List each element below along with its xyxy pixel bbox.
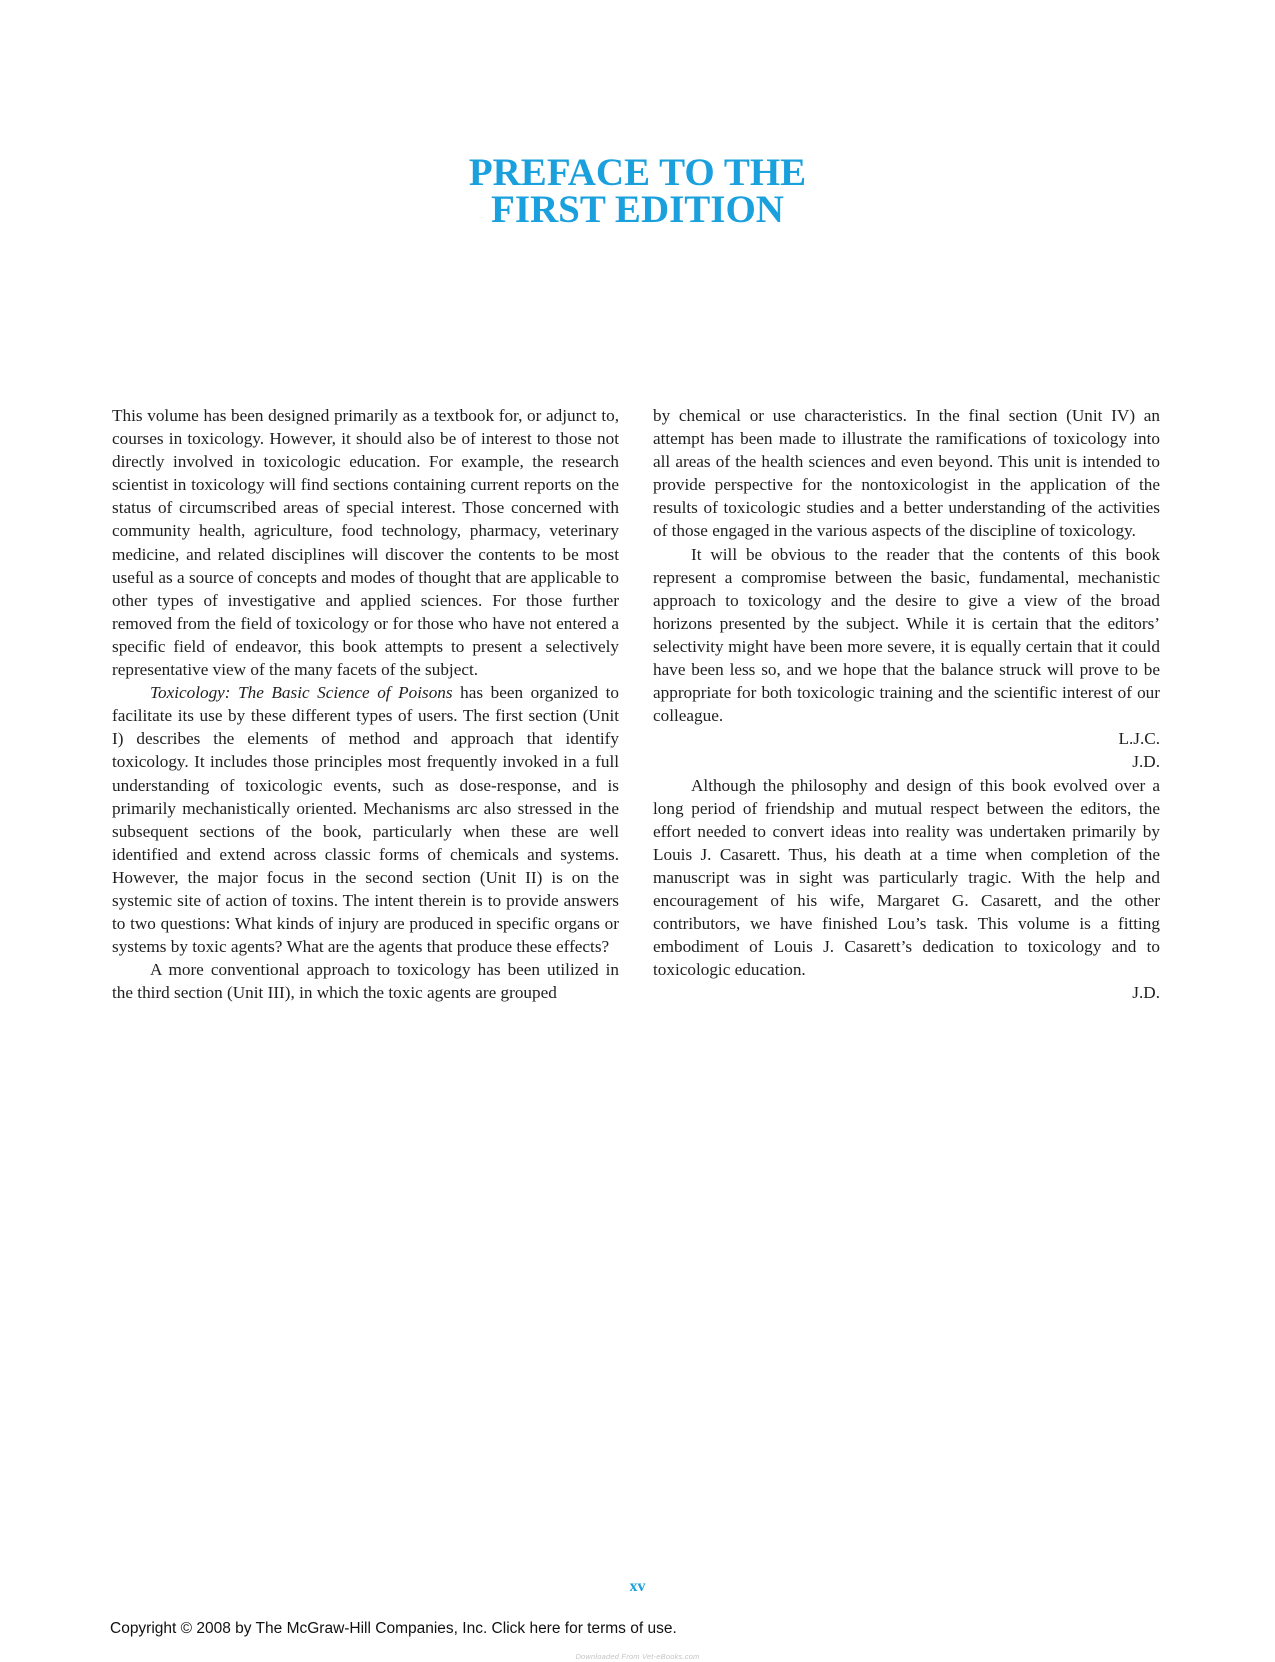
signature-initials: J.D. <box>1132 983 1160 1003</box>
copyright-link[interactable]: Copyright © 2008 by The McGraw-Hill Companies, Inc. Click here for terms of use. <box>110 1620 677 1637</box>
page-number: xv <box>629 1578 646 1595</box>
signature-initials: J.D. <box>1132 752 1160 772</box>
left-column <box>112 404 619 1004</box>
title-line-2: FIRST EDITION <box>491 188 784 231</box>
paragraph <box>112 681 619 958</box>
paragraph: It will be obvious to the reader that the contents of this book represent a compromise between the basic, fundamental, mechanistic approach to toxicology and the desire to give a view of the broad horizons presented by the subject. While it is certain that the editors’ selectivity might have been more severe, it is equally certain that it could have been less so, and we hope that the balance struck will prove to be appropriate for both toxicologic training and the scientific interest of our colleague. <box>653 544 1160 726</box>
paragraph: by chemical or use characteristics. In the final section (Unit IV) an attempt has been made to illustrate the ramifications of toxicology into all areas of the health sciences and even beyond. This unit is intended to provide perspective for the nontoxicologist in the application of the results of toxicologic studies and a better understanding of the activities of those engaged in the various aspects of the discipline of toxicology. <box>653 406 1160 541</box>
right-column <box>653 404 1160 1004</box>
book-title: Toxicology: The Basic Science of Poisons <box>150 683 453 703</box>
paragraph: This volume has been designed primarily as a textbook for, or adjunct to, courses in toxicology. However, it should also be of interest to those not directly involved in toxicologic education. For example, the research scientist in toxicology will find sections containing current reports on the status of circumscribed areas of special interest. Those concerned with community health, agriculture, food technology, pharmacy, veterinary medicine, and related disciplines will discover the contents to be most useful as a source of concepts and modes of thought that are applicable to other types of investigative and applied sciences. For those further removed from the field of toxicology or for those who have not entered a specific field of endeavor, this book attempts to present a selectively representative view of the many facets of the subject. <box>112 406 619 680</box>
signature-initials: L.J.C. <box>1118 729 1160 749</box>
paragraph: Although the philosophy and design of this book evolved over a long period of friendship and mutual respect between the editors, the effort needed to convert ideas into reality was undertaken primarily by Louis J. Casarett. Thus, his death at a time when completion of the manuscript was in sight was particularly tragic. With the help and encouragement of his wife, Margaret G. Casarett, and the other contributors, we have finished Lou’s task. This volume is a fitting embodiment of Louis J. Casarett’s dedication to toxicology and to toxicologic education. <box>653 775 1160 980</box>
paragraph-text: has been organized to facilitate its use by these different types of users. The first section (Unit I) describes the elements of method and approach that identify toxicology. It includes those principles most frequently invoked in a full understanding of toxicologic events, such as dose-response, and is primarily mechanistically oriented. Mechanisms arc also stressed in the subsequent sections of the book, particularly when these are well identified and extend across classic forms of chemicals and systems. However, the major focus in the second section (Unit II) is on the systemic site of action of toxins. The intent therein is to provide answers to two questions: What kinds of injury are produced in specific organs or systems by toxic agents? What are the agents that produce these effects? <box>112 683 619 957</box>
watermark: Downloaded From Vet-eBooks.com <box>575 1652 700 1661</box>
page-title <box>0 151 1275 231</box>
paragraph: A more conventional approach to toxicology has been utilized in the third section (Unit III), in which the toxic agents are grouped <box>112 960 619 1003</box>
title-line-1: PREFACE TO THE <box>468 151 807 194</box>
